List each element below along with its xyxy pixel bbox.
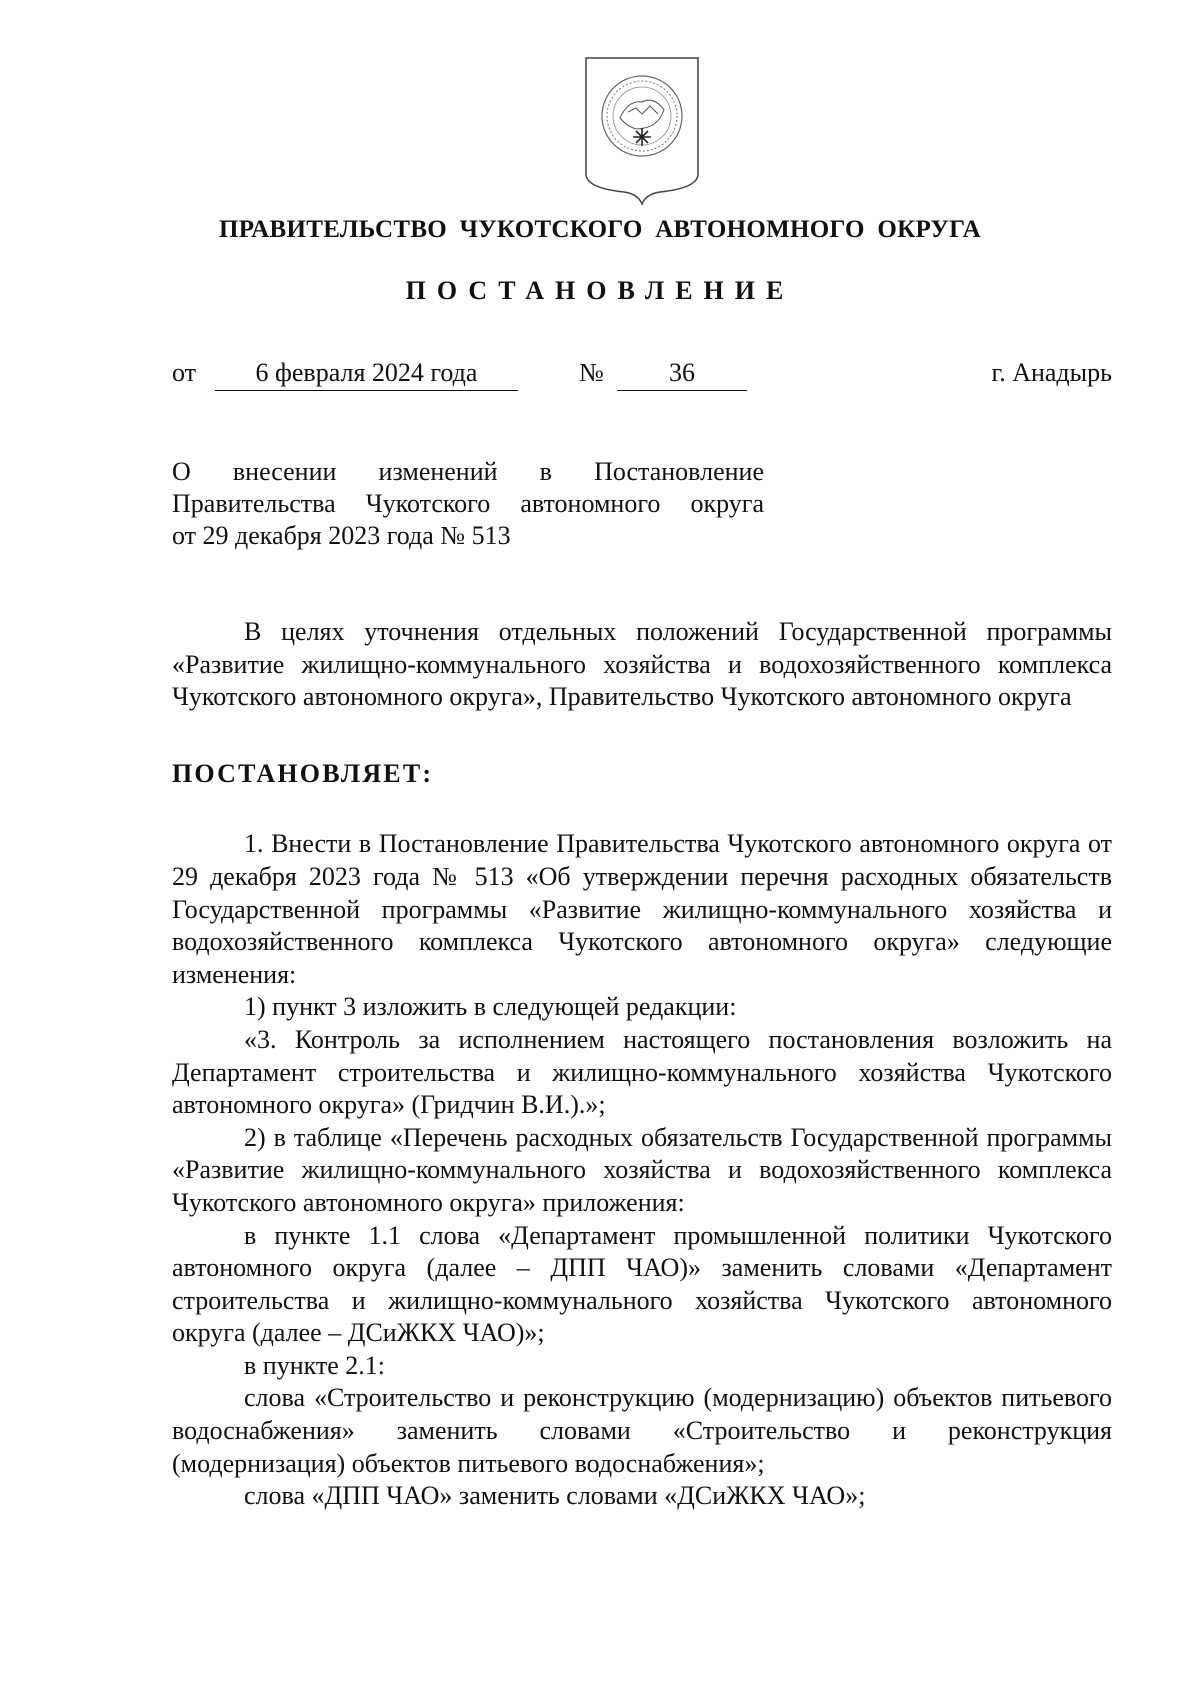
city: г. Анадырь: [991, 358, 1112, 387]
body-paragraph: слова «Строительство и реконструкцию (модернизацию) объектов питьевого водоснабжения» заменить словами «Строительство и реконструкция (модернизация) объектов питьевого водоснабжения»;: [172, 1383, 1112, 1478]
number-sign: №: [579, 358, 604, 387]
preamble-paragraph: В целях уточнения отдельных положений Государственной программы «Развитие жилищно-коммунального хозяйства и водохозяйственного комплекса Чукотского автономного округа», Правительство Чукотского автономного округа: [172, 617, 1112, 712]
body-paragraph: «3. Контроль за исполнением настоящего постановления возложить на Департамент строительства и жилищно-коммунального хозяйства Чукотского автономного округа» (Гридчин В.И.).»;: [172, 1024, 1112, 1120]
organization-title: ПРАВИТЕЛЬСТВО ЧУКОТСКОГО АВТОНОМНОГО ОКРУГА: [219, 216, 981, 243]
body-paragraph: 2) в таблице «Перечень расходных обязательств Государственной программы «Развитие жилищно-коммунального хозяйства и водохозяйственного комплекса Чукотского автономного округа» приложения:: [172, 1122, 1112, 1217]
subject-line: О внесении изменений в Постановление: [172, 457, 764, 486]
subject-line: Правительства Чукотского автономного округа: [172, 489, 764, 518]
subject-line: от 29 декабря 2023 года № 513: [172, 521, 511, 550]
coat-of-arms-emblem: [584, 56, 700, 206]
body-paragraph: в пункте 2.1:: [244, 1350, 386, 1380]
from-label: от: [172, 358, 197, 387]
document-type-heading: ПОСТАНОВЛЕНИЕ: [405, 276, 795, 305]
body-paragraph: в пункте 1.1 слова «Департамент промышленной политики Чукотского автономного округа (далее – ДПП ЧАО)» заменить словами «Департамент строительства и жилищно-коммунального хозяйства Чукотского автономного округа (далее – ДСиЖКХ ЧАО)»;: [172, 1220, 1112, 1348]
date-number-line: [172, 356, 1112, 396]
body-paragraph: слова «ДПП ЧАО» заменить словами «ДСиЖКХ ЧАО»;: [244, 1481, 866, 1511]
body-paragraph: 1) пункт 3 изложить в следующей редакции:: [244, 992, 737, 1022]
document-body: [172, 616, 1112, 1513]
body-paragraph: 1. Внести в Постановление Правительства Чукотского автономного округа от 29 декабря 2023 года № 513 «Об утверждении перечня расходных обязательств Государственной программы «Развитие жилищно-коммунального хозяйства и водохозяйственного комплекса Чукотского автономного округа» следующие изменения:: [172, 829, 1112, 989]
document-number: 36: [617, 356, 747, 391]
document-subject: [172, 456, 764, 552]
document-date: 6 февраля 2024 года: [215, 356, 518, 391]
decree-heading: ПОСТАНОВЛЯЕТ:: [172, 758, 434, 788]
